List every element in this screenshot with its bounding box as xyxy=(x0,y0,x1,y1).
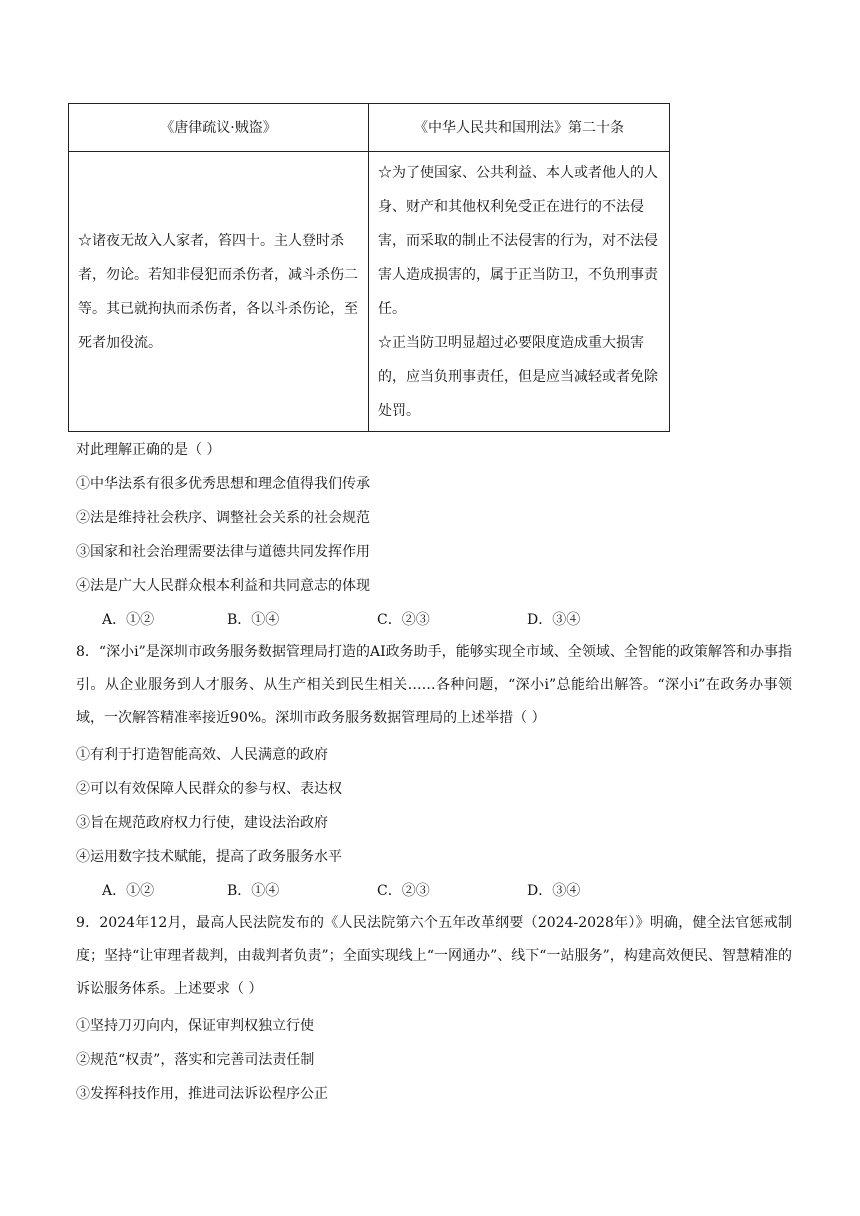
table-header-criminal-law: 《中华人民共和国刑法》第二十条 xyxy=(369,104,670,152)
table-header-tang-code: 《唐律疏议·贼盗》 xyxy=(69,104,369,152)
q8-option-a[interactable]: A．①② xyxy=(102,883,155,899)
table-cell-criminal-law xyxy=(369,152,670,432)
q7-option-a[interactable]: A．①② xyxy=(102,612,155,628)
q7-stem: 对此理解正确的是（ ） xyxy=(76,442,221,458)
q9-stem: 9．2024年12月，最高人民法院发布的《人民法院第六个五年改革纲要（2024-2028年）》明确，健全法官惩戒制度；坚持“让审理者裁判，由裁判者负责”；全面实现线上“一网通办”、线下“一站服务”，构建高效便民、智慧精准的诉讼服务体系。上述要求（ ） xyxy=(76,915,792,997)
law-comparison-table xyxy=(68,103,670,432)
criminal-law-clause-1: ☆为了使国家、公共利益、本人或者他人的人身、财产和其他权利免受正在进行的不法侵害，而采取的制止不法侵害的行为，对不法侵害人造成损害的，属于正当防卫，不负刑事责任。 xyxy=(378,164,658,317)
q7-statement-1: ①中华法系有很多优秀思想和理念值得我们传承 xyxy=(76,476,370,492)
q9-statement-3: ③发挥科技作用，推进司法诉讼程序公正 xyxy=(76,1086,328,1102)
table-cell-tang-code: ☆诸夜无故入人家者，笞四十。主人登时杀者，勿论。若知非侵犯而杀伤者，减斗杀伤二等。其已就拘执而杀伤者，各以斗杀伤论，至死者加役流。 xyxy=(69,152,369,432)
q7-option-b[interactable]: B．①④ xyxy=(227,612,280,628)
q9-statement-1: ①坚持刀刃向内，保证审判权独立行使 xyxy=(76,1018,314,1034)
q8-option-b[interactable]: B．①④ xyxy=(227,883,280,899)
q9-statement-2: ②规范“权责”，落实和完善司法责任制 xyxy=(76,1052,315,1068)
criminal-law-clause-2: ☆正当防卫明显超过必要限度造成重大损害的，应当负刑事责任，但是应当减轻或者免除处罚。 xyxy=(378,334,658,419)
q7-option-c[interactable]: C．②③ xyxy=(377,612,430,628)
q7-option-d[interactable]: D．③④ xyxy=(527,612,581,628)
q8-option-c[interactable]: C．②③ xyxy=(377,883,430,899)
q7-statement-2: ②法是维持社会秩序、调整社会关系的社会规范 xyxy=(76,510,370,526)
q7-statement-4: ④法是广大人民群众根本利益和共同意志的体现 xyxy=(76,578,370,594)
q7-statement-3: ③国家和社会治理需要法律与道德共同发挥作用 xyxy=(76,544,370,560)
q8-statement-2: ②可以有效保障人民群众的参与权、表达权 xyxy=(76,781,342,797)
q8-statement-4: ④运用数字技术赋能，提高了政务服务水平 xyxy=(76,849,342,865)
q8-statement-1: ①有利于打造智能高效、人民满意的政府 xyxy=(76,747,328,763)
q8-stem: 8．“深小i”是深圳市政务服务数据管理局打造的AI政务助手，能够实现全市域、全领域、全智能的政策解答和办事指引。从企业服务到人才服务、从生产相关到民生相关……各种问题，“深小i”总能给出解答。“深小i”在政务办事领域，一次解答精准率接近90%。深圳市政务服务数据管理局的上述举措（ ） xyxy=(76,644,792,726)
q8-statement-3: ③旨在规范政府权力行使，建设法治政府 xyxy=(76,815,328,831)
q8-option-d[interactable]: D．③④ xyxy=(527,883,581,899)
